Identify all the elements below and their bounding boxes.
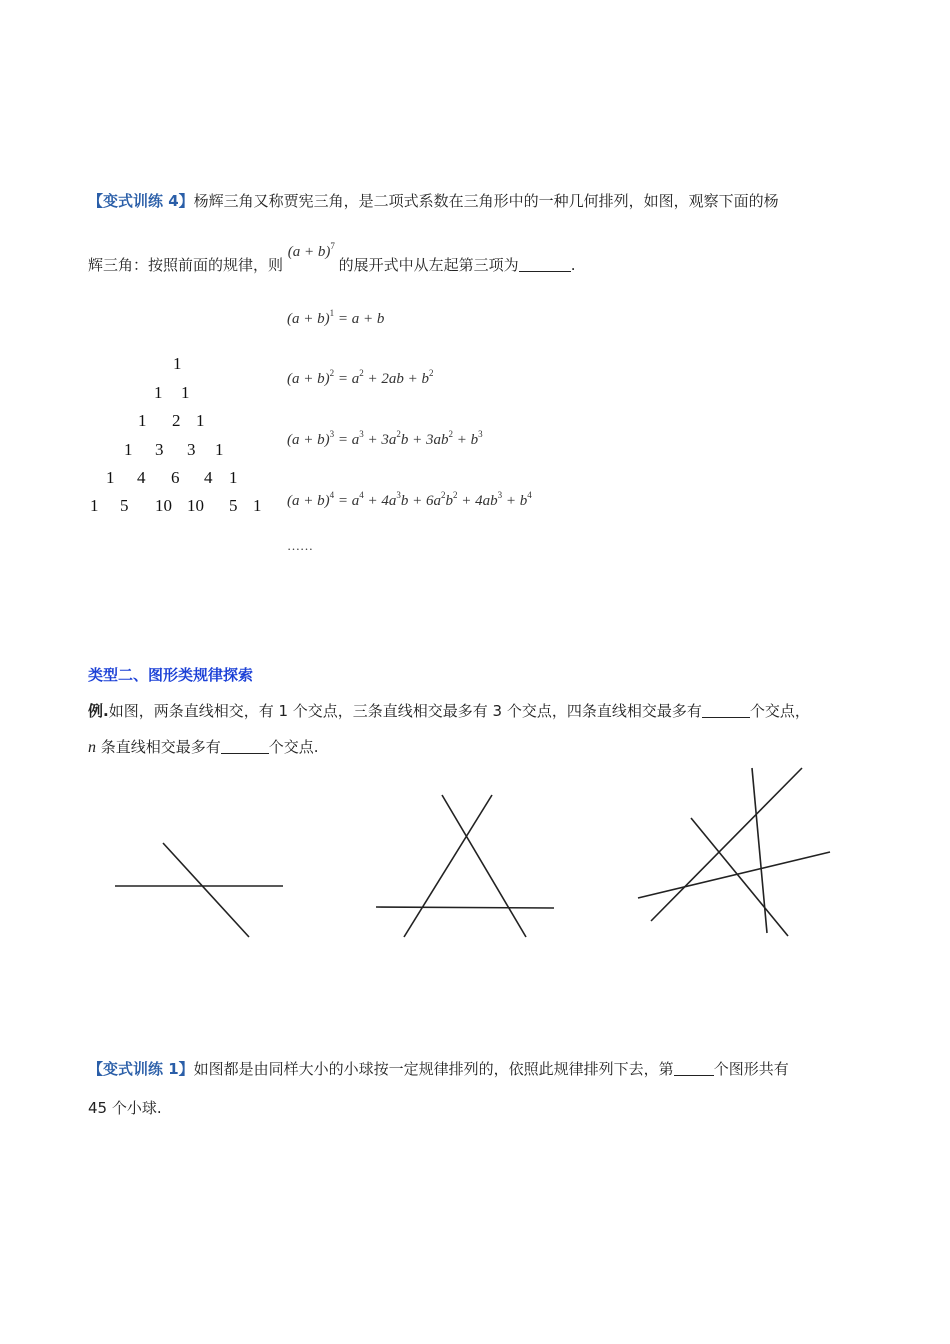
answer-blank[interactable] xyxy=(674,1061,714,1076)
pascal-cell: 1 xyxy=(124,440,133,459)
pascal-cell: 1 xyxy=(106,468,115,487)
pascal-cell: 1 xyxy=(138,411,147,430)
pascal-cell: 3 xyxy=(187,440,196,459)
problem-text-part: 的展开式中从左起第三项为 xyxy=(338,256,519,274)
answer-blank[interactable] xyxy=(519,257,571,272)
three-lines-figure xyxy=(365,785,565,950)
pascal-cell: 4 xyxy=(137,468,146,487)
pascal-cell: 5 xyxy=(229,496,238,515)
line xyxy=(752,768,767,933)
problem-text-part: 辉三角：按照前面的规律，则 xyxy=(88,256,284,274)
problem3-line1: 【变式训练 1】如图都是由同样大小的小球按一定规律排列的，依照此规律排列下去，第 个图形共有 xyxy=(88,1060,789,1078)
example-tag: 例. xyxy=(88,702,109,720)
line xyxy=(163,843,249,937)
problem-tag: 【变式训练 4】 xyxy=(88,192,194,210)
section-heading: 类型二、图形类规律探索 xyxy=(88,666,254,684)
pascal-cell: 1 xyxy=(181,383,190,402)
problem-text-line2: 辉三角：按照前面的规律，则 $(a + b)^7$ 的展开式中从左起第三项为 . xyxy=(88,241,576,274)
pascal-cell: 10 xyxy=(155,496,172,515)
expansion-2: $(a + b)^2 = a^2 + 2ab + b^2$ xyxy=(287,368,434,387)
problem3-line2: 45 个小球. xyxy=(88,1099,162,1117)
example-line1: 例.如图，两条直线相交，有 1 个交点，三条直线相交最多有 3 个交点，四条直线相交最多有 个交点， xyxy=(88,702,810,720)
binomial-expression: $(a + b)^7$ xyxy=(287,241,335,260)
pascal-cell: 1 xyxy=(229,468,238,487)
line xyxy=(442,795,526,937)
line xyxy=(404,795,492,937)
pascal-cell: 4 xyxy=(204,468,213,487)
pascal-cell: 1 xyxy=(154,383,163,402)
answer-blank[interactable] xyxy=(221,739,269,754)
line xyxy=(651,768,802,921)
pascal-cell: 1 xyxy=(215,440,224,459)
expansion-ellipsis: …… xyxy=(287,538,313,553)
expansion-3: $(a + b)^3 = a^3 + 3a^2b + 3ab^2 + b^3$ xyxy=(287,429,483,448)
pascal-cell: 5 xyxy=(120,496,129,515)
problem-text: 杨辉三角又称贾宪三角，是二项式系数在三角形中的一种几何排列，如图，观察下面的杨 xyxy=(193,192,779,210)
two-lines-figure xyxy=(100,830,300,950)
expansion-1: $(a + b)^1 = a + b$ xyxy=(287,308,385,327)
answer-blank[interactable] xyxy=(702,703,750,718)
pascal-cell: 1 xyxy=(196,411,205,430)
problem-tag: 【变式训练 1】 xyxy=(88,1060,194,1078)
line xyxy=(638,852,830,898)
four-lines-figure xyxy=(628,760,843,945)
line xyxy=(376,907,554,908)
example-line2: n 条直线相交最多有 个交点. xyxy=(88,738,319,756)
pascal-cell: 3 xyxy=(155,440,164,459)
pascal-cell: 6 xyxy=(171,468,180,487)
pascal-cell: 10 xyxy=(187,496,204,515)
pascal-cell: 1 xyxy=(90,496,99,515)
pascal-cell: 1 xyxy=(253,496,262,515)
pascal-cell: 2 xyxy=(172,411,181,430)
expansion-4: $(a + b)^4 = a^4 + 4a^3b + 6a^2b^2 + 4ab^3 + b^4$ xyxy=(287,490,532,509)
line xyxy=(691,818,788,936)
problem-text-line1 xyxy=(88,190,779,211)
pascal-cell: 1 xyxy=(173,354,182,373)
